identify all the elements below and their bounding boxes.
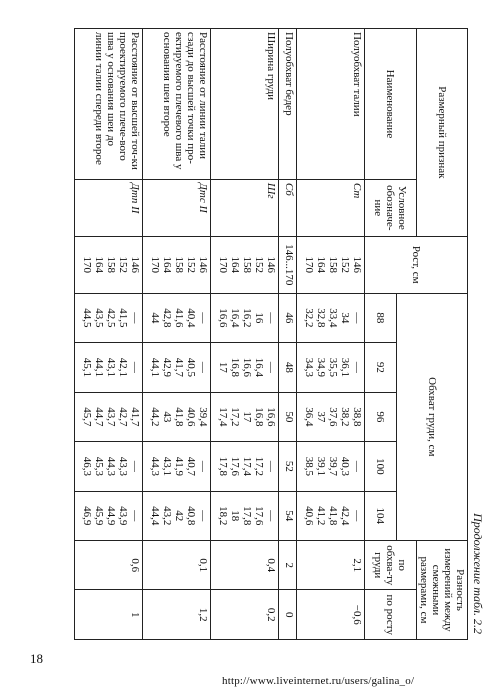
row-height: 146 152 158 164 170 xyxy=(75,236,143,293)
header-diff-height: по росту xyxy=(365,590,417,640)
row-height: 146...170 xyxy=(279,236,297,293)
row-diff-height: −0,6 xyxy=(297,590,365,640)
row-height: 146 152 158 164 170 xyxy=(297,236,365,293)
row-chest-92: — 42,1 43,1 44,1 45,1 xyxy=(75,343,143,392)
row-chest-96: 38,8 38,2 37,6 37 36,4 xyxy=(297,392,365,441)
row-chest-100: — 40,3 39,7 39,1 38,5 xyxy=(297,442,365,491)
row-chest-88: 46 xyxy=(279,293,297,342)
row-symbol: Сб xyxy=(279,179,297,236)
row-diff-height: 0 xyxy=(279,590,297,640)
header-chest-104: 104 xyxy=(365,491,397,540)
row-chest-96: 41,7 42,7 43,7 44,7 45,7 xyxy=(75,392,143,441)
table-row xyxy=(75,29,143,640)
header-chest-100: 100 xyxy=(365,442,397,491)
row-chest-100: — 40,7 41,9 43,1 44,3 xyxy=(143,442,211,491)
header-diff-chest: по обхва-ту груди xyxy=(365,541,417,590)
row-chest-96: 50 xyxy=(279,392,297,441)
table-row xyxy=(143,29,211,640)
row-chest-88: — 34 33,4 32,8 32,2 xyxy=(297,293,365,342)
row-name: Ширина груди xyxy=(211,29,279,180)
row-name: Полуобхват бедер xyxy=(279,29,297,180)
rotated-table-region xyxy=(17,28,485,640)
row-chest-100: 52 xyxy=(279,442,297,491)
row-chest-92: — 16,4 16,6 16,8 17 xyxy=(211,343,279,392)
header-chest: Обхват груди, см xyxy=(397,293,468,540)
row-diff-chest: 0,1 xyxy=(143,541,211,590)
table-row xyxy=(279,29,297,640)
header-height: Рост, см xyxy=(365,236,468,293)
row-chest-104: 54 xyxy=(279,491,297,540)
row-chest-104: — 42,4 41,8 41,2 40,6 xyxy=(297,491,365,540)
row-chest-92: — 40,5 41,7 42,9 44,1 xyxy=(143,343,211,392)
row-symbol: Дтс II xyxy=(143,179,211,236)
row-chest-96: 39,4 40,6 41,8 43 44,2 xyxy=(143,392,211,441)
row-chest-92: 48 xyxy=(279,343,297,392)
table-row xyxy=(211,29,279,640)
row-name: Расстояние от высшей точ-ки проектируемого плече-вого шва у основания шеи до линии талии спереди второе xyxy=(75,29,143,180)
row-chest-92: — 36,1 35,5 34,9 34,3 xyxy=(297,343,365,392)
row-symbol: Ст xyxy=(297,179,365,236)
footer-url: http://www.liveinternet.ru/users/galina_o/ xyxy=(222,675,415,687)
row-chest-88: — 16 16,2 16,4 16,6 xyxy=(211,293,279,342)
table-row xyxy=(297,29,365,640)
row-diff-height: 0,2 xyxy=(211,590,279,640)
row-diff-height: 1 xyxy=(75,590,143,640)
row-chest-104: — 43,9 44,9 45,9 46,9 xyxy=(75,491,143,540)
row-chest-100: — 17,2 17,4 17,6 17,8 xyxy=(211,442,279,491)
row-diff-chest: 2 xyxy=(279,541,297,590)
row-symbol: Шг xyxy=(211,179,279,236)
row-chest-96: 16,6 16,8 17 17,2 17,4 xyxy=(211,392,279,441)
header-feature: Размерный признак xyxy=(417,29,468,237)
row-symbol: Дтп II xyxy=(75,179,143,236)
row-height: 146 152 158 164 170 xyxy=(143,236,211,293)
table-caption: Продолжение табл. 2.2 xyxy=(471,513,485,634)
row-diff-chest: 0,6 xyxy=(75,541,143,590)
row-chest-104: — 40,8 42 43,2 44,4 xyxy=(143,491,211,540)
header-chest-88: 88 xyxy=(365,293,397,342)
header-chest-92: 92 xyxy=(365,343,397,392)
header-chest-96: 96 xyxy=(365,392,397,441)
row-height: 146 152 158 164 170 xyxy=(211,236,279,293)
row-chest-104: — 17,6 17,8 18 18,2 xyxy=(211,491,279,540)
row-diff-chest: 2,1 xyxy=(297,541,365,590)
row-name: Расстояние от линии талии сзади до высшей точки про-ектируемого плечевого шва у основания шеи второе xyxy=(143,29,211,180)
header-symbol: Условное обозначе-ние xyxy=(365,179,417,236)
row-name: Полуобхват талии xyxy=(297,29,365,180)
row-chest-88: — 41,5 42,5 43,5 44,5 xyxy=(75,293,143,342)
row-chest-100: — 43,3 44,3 45,3 46,3 xyxy=(75,442,143,491)
page-number: 18 xyxy=(30,651,43,666)
header-name: Наименование xyxy=(365,29,417,180)
header-diff: Разность измерений между смежными размерами, см xyxy=(417,541,468,640)
sizing-table xyxy=(74,28,468,640)
row-diff-height: 1,2 xyxy=(143,590,211,640)
row-chest-88: — 40,4 41,6 42,8 44 xyxy=(143,293,211,342)
row-diff-chest: 0,4 xyxy=(211,541,279,590)
